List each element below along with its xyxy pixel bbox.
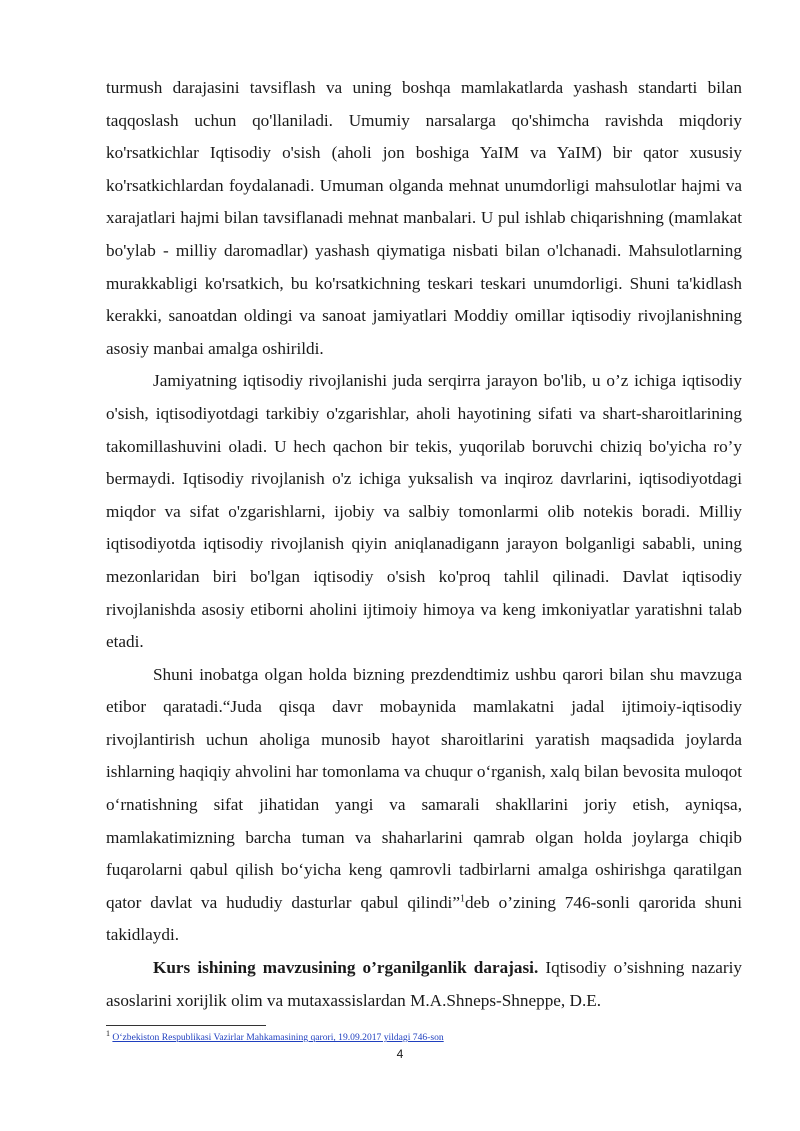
paragraph-2: Jamiyatning iqtisodiy rivojlanishi juda serqirra jarayon bo'lib, u o’z ichiga iqtisodiy o'sish, iqtisodiyotdagi tarkibiy o'zgarishlar, aholi hayotining sifati va shart-sharoitlarining takomillashuvini oladi. U hech qachon bir tekis, yuqorilab boruvchi chiziq bo'yicha ro’y bermaydi. Iqtisodiy rivojlanish o'z ichiga yuksalish va inqiroz davrlarini, iqtisodiyotdagi miqdor va sifat o'zgarishlarni, ijobiy va salbiy tomonlarmi olib notekis boradi. Milliy iqtisodiyotda iqtisodiy rivojlanish qiyin aniqlanadigann jarayon bolganligi sababli, uning mezonlaridan biri bo'lgan iqtisodiy o'sish ko'proq tahlil qilinadi. Davlat iqtisodiy rivojlanishda asosiy etiborni aholini ijtimoiy himoya va keng imkoniyatlar yaratishni talab etadi. [106,371,742,652]
body-text [106,72,742,1017]
footnote-link[interactable]: O‘zbekiston Respublikasi Vazirlar Mahkamasining qarori, 19.09.2017 yildagi 746-son [112,1032,444,1043]
paragraph-4 [106,952,742,1017]
footnote-reference[interactable]: 1 [459,893,465,905]
section-heading: Kurs ishining mavzusining o’rganilganlik darajasi. [153,958,539,978]
paragraph-3-quote: Shuni inobatga olgan holda bizning prezdendtimiz ushbu qarori bilan shu mavzuga etibor qaratadi.“Juda qisqa davr mobaynida mamlakatni jadal ijtimoiy-iqtisodiy rivojlantirish uchun aholiga munosib hayot sharoitlarini yaratish maqsadida joylarda ishlarning haqiqiy ahvolini har tomonlama va chuqur o‘rganish, xalq bilan bevosita muloqot o‘rnatishning sifat jihatidan yangi va samarali shakllarini joriy etish, ayniqsa, mamlakatimizning barcha tuman va shaharlarini qamrab olgan holda joylarga chiqib fuqarolarni qabul qilish bo‘yicha keng qamrovli tadbirlarni amalga oshirishga qaratilgan qator davlat va hududiy dasturlar qabul qilindi” [106,664,742,912]
footnote-divider [106,1025,266,1026]
page-number: 4 [396,1047,404,1061]
footnote-number: 1 [106,1028,110,1038]
paragraph-4-text: Iqtisodiy o’sishning nazariy asoslarini xorijlik olim va mutaxassislardan M.A.Shneps-Shneppe, D.E. [106,958,742,1010]
paragraph-3 [106,659,742,952]
paragraph-1: turmush darajasini tavsiflash va uning boshqa mamlakatlarda yashash standarti bilan taqqoslash uchun qo'llaniladi. Umumiy narsalarga qo'shimcha ravishda miqdoriy ko'rsatkichlar Iqtisodiy o'sish (aholi jon boshiga YaIM va YaIM) bir qator xususiy ko'rsatkichlardan foydalanadi. Umuman olganda mehnat unumdorligi mahsulotlar hajmi va xarajatlari hajmi bilan tavsiflanadi mehnat manbalari. U pul ishlab chiqarishning (mamlakat bo'ylab - milliy daromadlar) yashash qiymatiga nisbati bilan o'lchanadi. Mahsulotlarning murakkabligi ko'rsatkich, bu ko'rsatkichning teskari teskari unumdorligi. Shuni ta'kidlash kerakki, sanoatdan oldingi va sanoat jamiyatlari Moddiy omillar iqtisodiy rivojlanishning asosiy manbai amalga oshirildi. [106,78,742,358]
paragraph-3-tail: deb o’zining 746-sonli qarorida shuni takidlaydi. [106,892,742,945]
footnote [106,1028,746,1044]
